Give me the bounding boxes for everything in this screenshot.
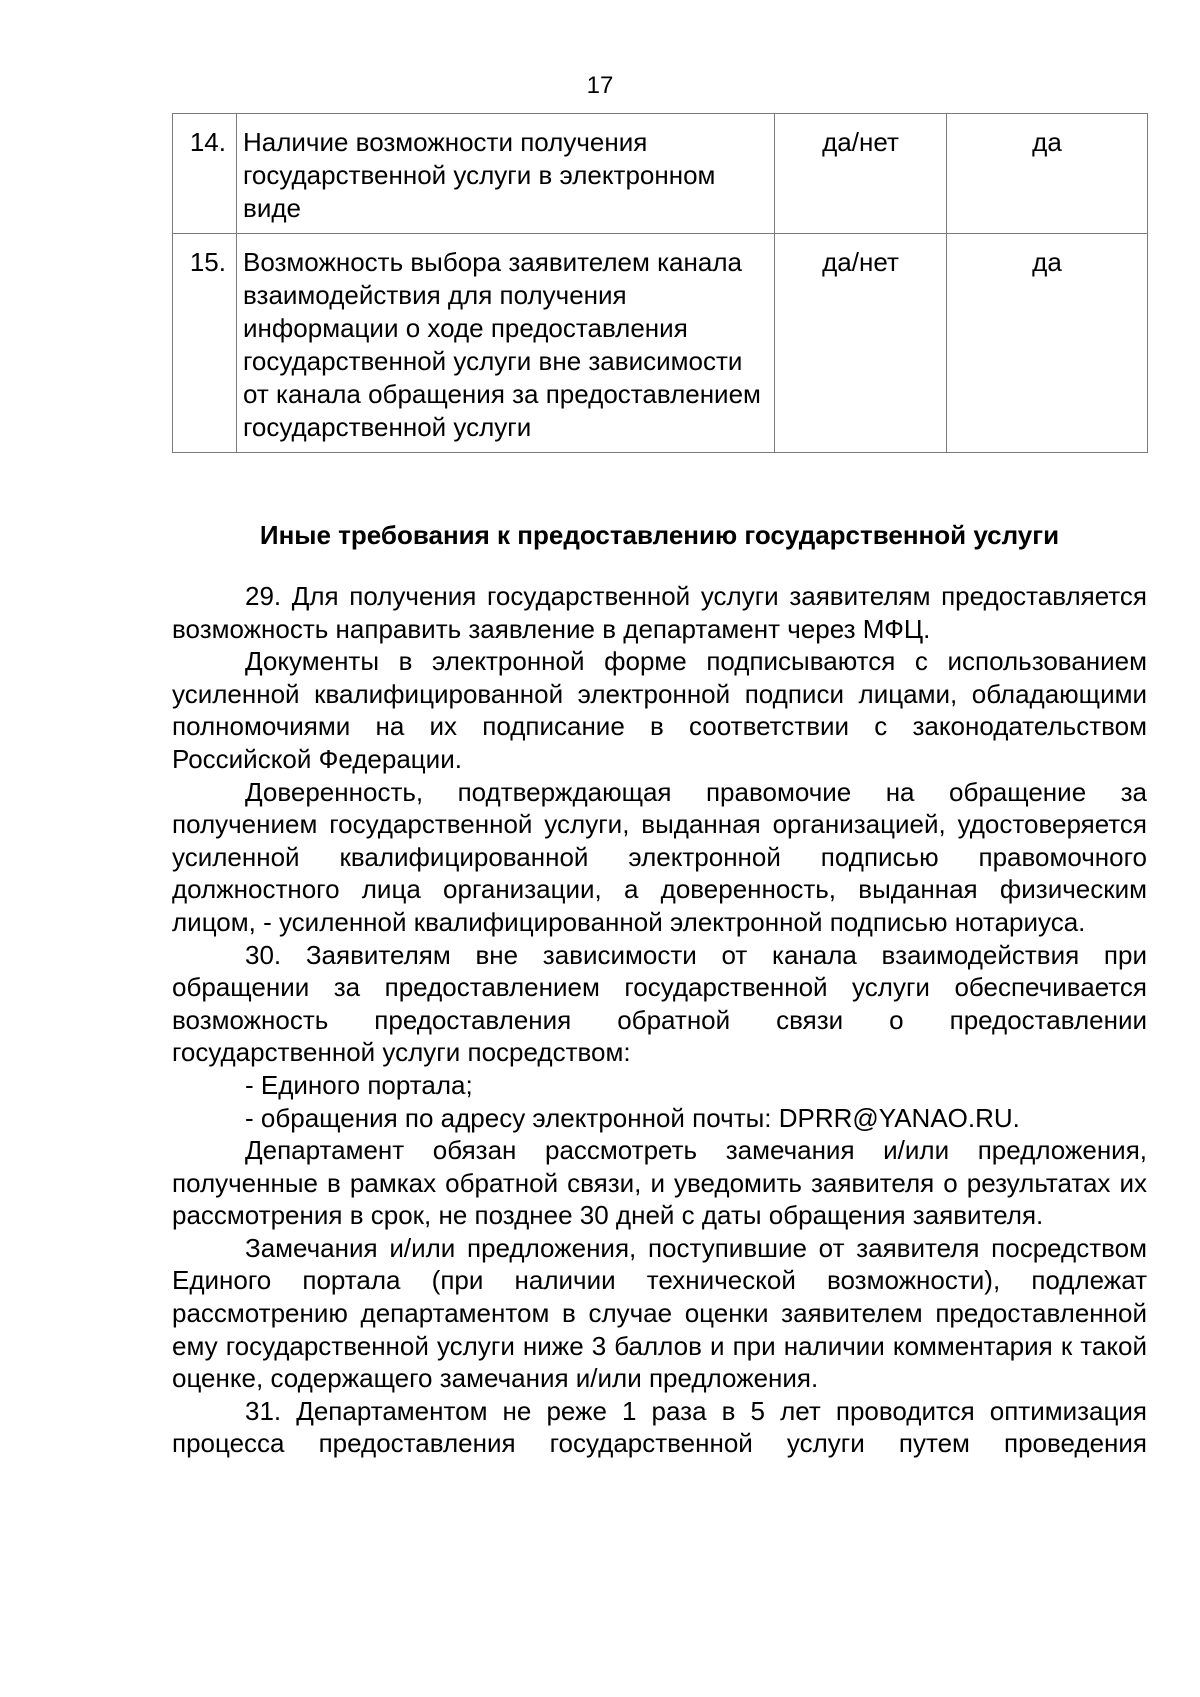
table-row — [173, 114, 1148, 234]
paragraph: Замечания и/или предложения, поступившие от заявителя посредством Единого портала (при наличии технической возможности), подлежат рассмотрению департаментом в случае оценки заявителем предоставленной ему государственной услуги ниже 3 баллов и при наличии комментария к такой оценке, содержащего замечания и/или предложения. — [172, 1232, 1147, 1394]
row-value: да — [947, 114, 1148, 234]
body-text — [172, 580, 1147, 1460]
list-item: - Единого портала; — [245, 1069, 473, 1100]
list-item: - обращения по адресу электронной почты: DPRR@YANAO.RU. — [245, 1102, 1020, 1133]
row-indicator-text: Наличие возможности получения государственной услуги в электронном виде — [237, 114, 775, 234]
row-number: 15. — [173, 234, 237, 453]
row-number: 14. — [173, 114, 237, 234]
row-unit: да/нет — [775, 114, 947, 234]
row-unit: да/нет — [775, 234, 947, 453]
row-indicator-text: Возможность выбора заявителем канала взаимодействия для получения информации о ходе предоставления государственной услуги вне зависимости от канала обращения за предоставлением государственной услуги — [237, 234, 775, 453]
table-row — [173, 234, 1148, 453]
indicators-table — [172, 113, 1148, 453]
paragraph: 30. Заявителям вне зависимости от канала взаимодействия при обращении за предоставлением государственной услуги обеспечивается возможность предоставления обратной связи о предоставлении государственной услуги посредством: — [172, 939, 1147, 1068]
paragraph: Доверенность, подтверждающая правомочие на обращение за получением государственной услуги, выданная организацией, удостоверяется усиленной квалифицированной электронной подписью правомочного должностного лица организации, а доверенность, выданная физическим лицом, - усиленной квалифицированной электронной подписью нотариуса. — [172, 776, 1147, 937]
paragraph: 31. Департаментом не реже 1 раза в 5 лет проводится оптимизация процесса предоставления государственной услуги путем проведения — [172, 1395, 1147, 1459]
page-number: 17 — [586, 72, 614, 99]
paragraph: Документы в электронной форме подписываются с использованием усиленной квалифицированной электронной подписи лицами, обладающими полномочиями на их подписание в соответствии с законодательством Российской Федерации. — [172, 646, 1147, 774]
paragraph: Департамент обязан рассмотреть замечания и/или предложения, полученные в рамках обратной связи, и уведомить заявителя о результатах их рассмотрения в срок, не позднее 30 дней с даты обращения заявителя. — [172, 1135, 1147, 1231]
section-heading: Иные требования к предоставлению государственной услуги — [259, 520, 1060, 550]
row-value: да — [947, 234, 1148, 453]
paragraph: 29. Для получения государственной услуги заявителям предоставляется возможность направить заявление в департамент через МФЦ. — [172, 581, 1147, 644]
